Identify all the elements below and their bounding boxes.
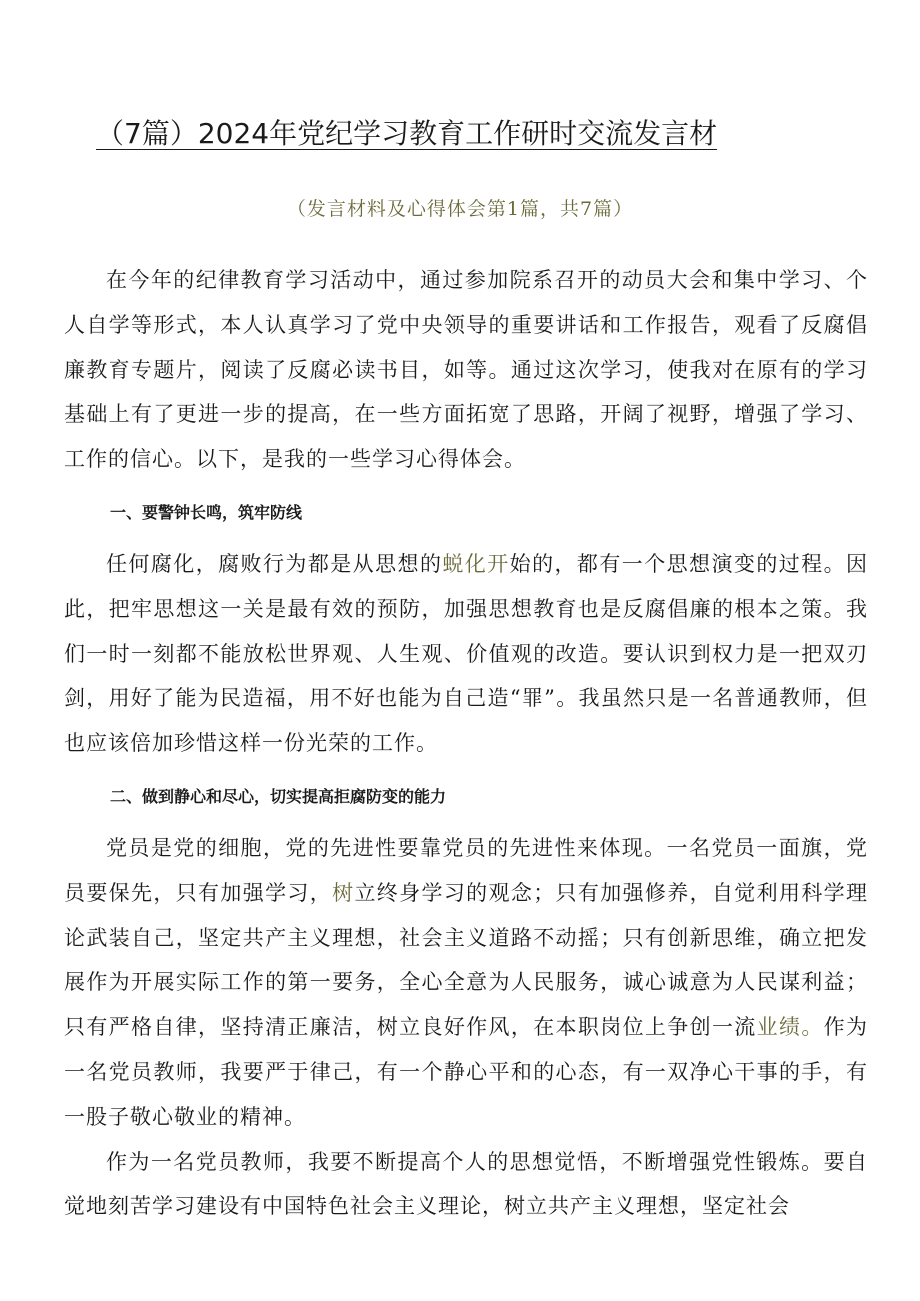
section2-text-b: 立终身学习的观念；只有加强修养，自觉利用科学理论武装自己，坚定共产主义理想，社会主义道路不动摇；只有创新思维，确立把发展作为开展实际工作的第一要务，全心全意为人民服务，诚心诚意为人民谋利益；只有严格自律，坚持清正廉洁，树立良好作风，在本职岗位上争创一流 xyxy=(64,880,869,1040)
section1-highlight: 蜕化开 xyxy=(442,551,510,576)
document-title: （7篇）2024年党纪学习教育工作研时交流发言材 xyxy=(96,117,718,150)
document-body xyxy=(64,258,868,1229)
section2-highlight-1: 树 xyxy=(332,880,355,905)
section2-paragraph-2: 作为一名党员教师，我要不断提高个人的思想觉悟，不断增强党性锻炼。要自觉地刻苦学习建设有中国特色社会主义理论，树立共产主义理想，坚定社会 xyxy=(64,1149,868,1219)
intro-paragraph: 在今年的纪律教育学习活动中，通过参加院系召开的动员大会和集中学习、个人自学等形式，本人认真学习了党中央领导的重要讲话和工作报告，观看了反腐倡廉教育专题片，阅读了反腐必读书目，如等。通过这次学习，使我对在原有的学习基础上有了更进一步的提高，在一些方面拓宽了思路，开阔了视野，增强了学习、工作的信心。以下，是我的一些学习心得体会。 xyxy=(64,268,868,472)
section1-text-a: 任何腐化，腐败行为都是从思想的 xyxy=(106,551,443,576)
document-subtitle: （发言材料及心得体会第1篇，共7篇） xyxy=(286,198,634,220)
section2-highlight-2: 业绩。 xyxy=(756,1015,824,1040)
section-heading-2: 二、做到静心和尽心，切实提高拒腐防变的能力 xyxy=(110,786,447,806)
section2-text-c: 作为一名党员教师，我要严于律己，有一个静心平和的心态，有一双净心干事的手，有一股子敬心敬业的精神。 xyxy=(64,1015,869,1129)
section2-paragraph-1 xyxy=(64,826,868,1140)
section2-text-a: 党员是党的细胞，党的先进性要靠党员的先进性来体现。一名党员一面旗，党员要保先，只有加强学习， xyxy=(64,835,868,905)
section1-text-b: 始的，都有一个思想演变的过程。因此，把牢思想这一关是最有效的预防，加强思想教育也是反腐倡廉的根本之策。我们一时一刻都不能放松世界观、人生观、价值观的改造。要认识到权力是一把双刃剑，用好了能为民造福，用不好也能为自己造“罪”。我虽然只是一名普通教师，但也应该倍加珍惜这样一份光荣的工作。 xyxy=(64,551,869,756)
section-heading-1: 一、要警钟长鸣，筑牢防线 xyxy=(110,502,303,522)
section1-paragraph xyxy=(64,542,868,766)
